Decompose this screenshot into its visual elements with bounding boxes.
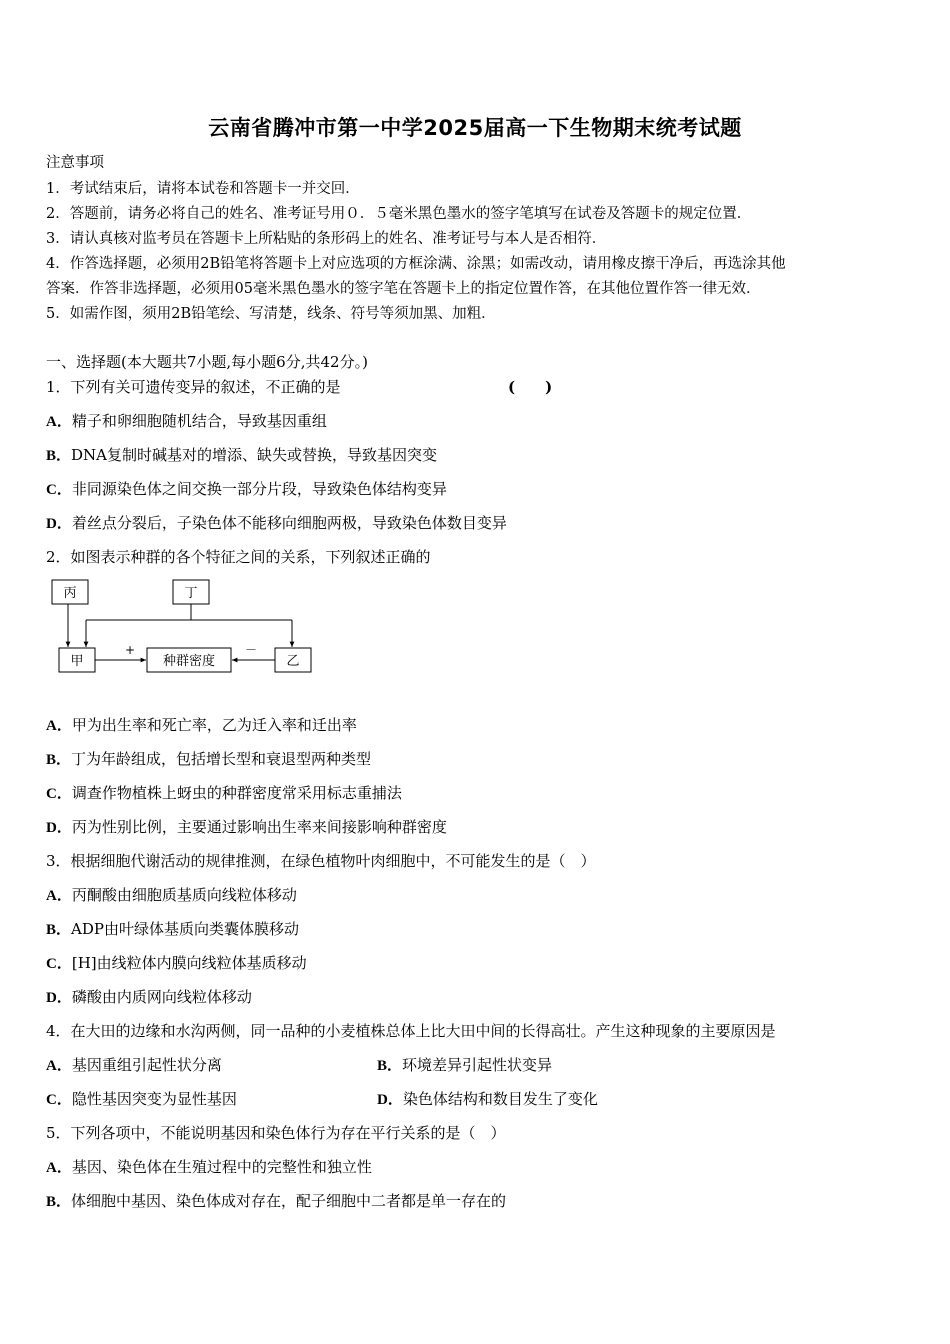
option-text: DNA复制时碱基对的增添、缺失或替换，导致基因突变 (71, 446, 438, 464)
option-letter: D． (46, 820, 72, 836)
option-d (377, 1088, 598, 1109)
minus-sign: － (244, 643, 258, 657)
notice-item: 2．答题前，请务必将自己的姓名、准考证号用０．５毫米黑色墨水的签字笔填写在试卷及答题卡的规定位置． (46, 206, 752, 222)
option-b (46, 444, 437, 465)
option-letter: C． (46, 956, 72, 972)
option-a (46, 1054, 222, 1075)
question-4-stem: 4．在大田的边缘和水沟两侧，同一品种的小麦植株总体上比大田中间的长得高壮。产生这种现象的主要原因是 (46, 1022, 776, 1040)
option-text: 甲为出生率和死亡率，乙为迁入率和迁出率 (71, 716, 357, 734)
exam-title: 云南省腾冲市第一中学2025届高一下生物期末统考试题 (208, 116, 742, 140)
option-letter: C． (46, 1092, 72, 1108)
notice-item: 3．请认真核对监考员在答题卡上所粘贴的条形码上的姓名、准考证号与本人是否相符． (46, 231, 607, 247)
option-text: 体细胞中基因、染色体成对存在，配子细胞中二者都是单一存在的 (71, 1192, 507, 1210)
option-c (46, 478, 447, 499)
option-letter: A． (46, 1058, 72, 1074)
option-letter: B． (46, 752, 72, 768)
option-text: ADP由叶绿体基质向类囊体膜移动 (71, 920, 299, 938)
option-b (46, 918, 299, 939)
option-letter: C． (46, 786, 72, 802)
option-text: 环境差异引起性状变异 (402, 1056, 553, 1074)
option-d (46, 986, 252, 1007)
option-text: 磷酸由内质网向线粒体移动 (71, 988, 252, 1006)
option-c (46, 1088, 237, 1109)
label-ding: 丁 (184, 586, 198, 601)
option-text: 调查作物植株上蚜虫的种群密度常采用标志重捕法 (71, 784, 402, 802)
option-text: 隐性基因突变为显性基因 (71, 1090, 237, 1108)
label-yi: 乙 (286, 654, 300, 669)
option-letter: A． (46, 718, 72, 734)
option-text: 染色体结构和数目发生了变化 (402, 1090, 598, 1108)
option-text: 着丝点分裂后，子染色体不能移向细胞两极，导致染色体数目变异 (71, 514, 507, 532)
notice-item: 4．作答选择题，必须用2B铅笔将答题卡上对应选项的方框涂满、涂黑；如需改动，请用橡皮擦干净后，再选涂其他 (46, 256, 786, 272)
option-letter: D． (46, 516, 72, 532)
option-text: 丙为性别比例，主要通过影响出生率来间接影响种群密度 (71, 818, 447, 836)
option-b (46, 1190, 506, 1211)
notice-item: 5．如需作图，须用2B铅笔绘、写清楚，线条、符号等须加黑、加粗． (46, 306, 496, 322)
label-jia: 甲 (70, 654, 84, 669)
option-text: 丁为年龄组成，包括增长型和衰退型两种类型 (71, 750, 372, 768)
section-heading: 一、选择题(本大题共7小题,每小题6分,共42分。) (46, 353, 368, 371)
notice-heading: 注意事项 (46, 155, 104, 171)
question-5-stem: 5．下列各项中，不能说明基因和染色体行为存在平行关系的是（ ） (46, 1124, 506, 1142)
option-a (46, 1156, 372, 1177)
option-d (46, 512, 507, 533)
option-a (46, 410, 327, 431)
population-feature-diagram (46, 576, 326, 676)
answer-parentheses: ( ) (508, 378, 553, 396)
option-b (46, 748, 371, 769)
option-letter: A． (46, 414, 72, 430)
option-a (46, 714, 357, 735)
option-letter: D． (377, 1092, 403, 1108)
option-letter: A． (46, 1160, 72, 1176)
question-1-stem: 1．下列有关可遗传变异的叙述，不正确的是 (46, 378, 341, 396)
option-letter: A． (46, 888, 72, 904)
option-c (46, 952, 307, 973)
option-b (377, 1054, 552, 1075)
option-d (46, 816, 447, 837)
notice-item: 1．考试结束后，请将本试卷和答题卡一并交回． (46, 181, 360, 197)
label-bing: 丙 (63, 586, 77, 601)
option-letter: C． (46, 482, 72, 498)
question-2-stem: 2．如图表示种群的各个特征之间的关系，下列叙述正确的 (46, 548, 431, 566)
option-text: 丙酮酸由细胞质基质向线粒体移动 (71, 886, 297, 904)
option-c (46, 782, 402, 803)
notice-item: 答案．作答非选择题，必须用05毫米黑色墨水的签字笔在答题卡上的指定位置作答，在其他位置作答一律无效． (46, 281, 761, 297)
option-a (46, 884, 297, 905)
question-3-stem: 3．根据细胞代谢活动的规律推测，在绿色植物叶肉细胞中，不可能发生的是（ ） (46, 852, 596, 870)
option-text: [H]由线粒体内膜向线粒体基质移动 (71, 954, 307, 972)
option-letter: B． (46, 1194, 72, 1210)
label-population-density: 种群密度 (162, 654, 216, 669)
plus-sign: + (124, 643, 136, 657)
option-letter: B． (46, 922, 72, 938)
option-text: 非同源染色体之间交换一部分片段，导致染色体结构变异 (71, 480, 447, 498)
option-text: 精子和卵细胞随机结合，导致基因重组 (71, 412, 327, 430)
option-text: 基因、染色体在生殖过程中的完整性和独立性 (71, 1158, 372, 1176)
option-text: 基因重组引起性状分离 (71, 1056, 222, 1074)
option-letter: B． (377, 1058, 403, 1074)
option-letter: B． (46, 448, 72, 464)
option-letter: D． (46, 990, 72, 1006)
